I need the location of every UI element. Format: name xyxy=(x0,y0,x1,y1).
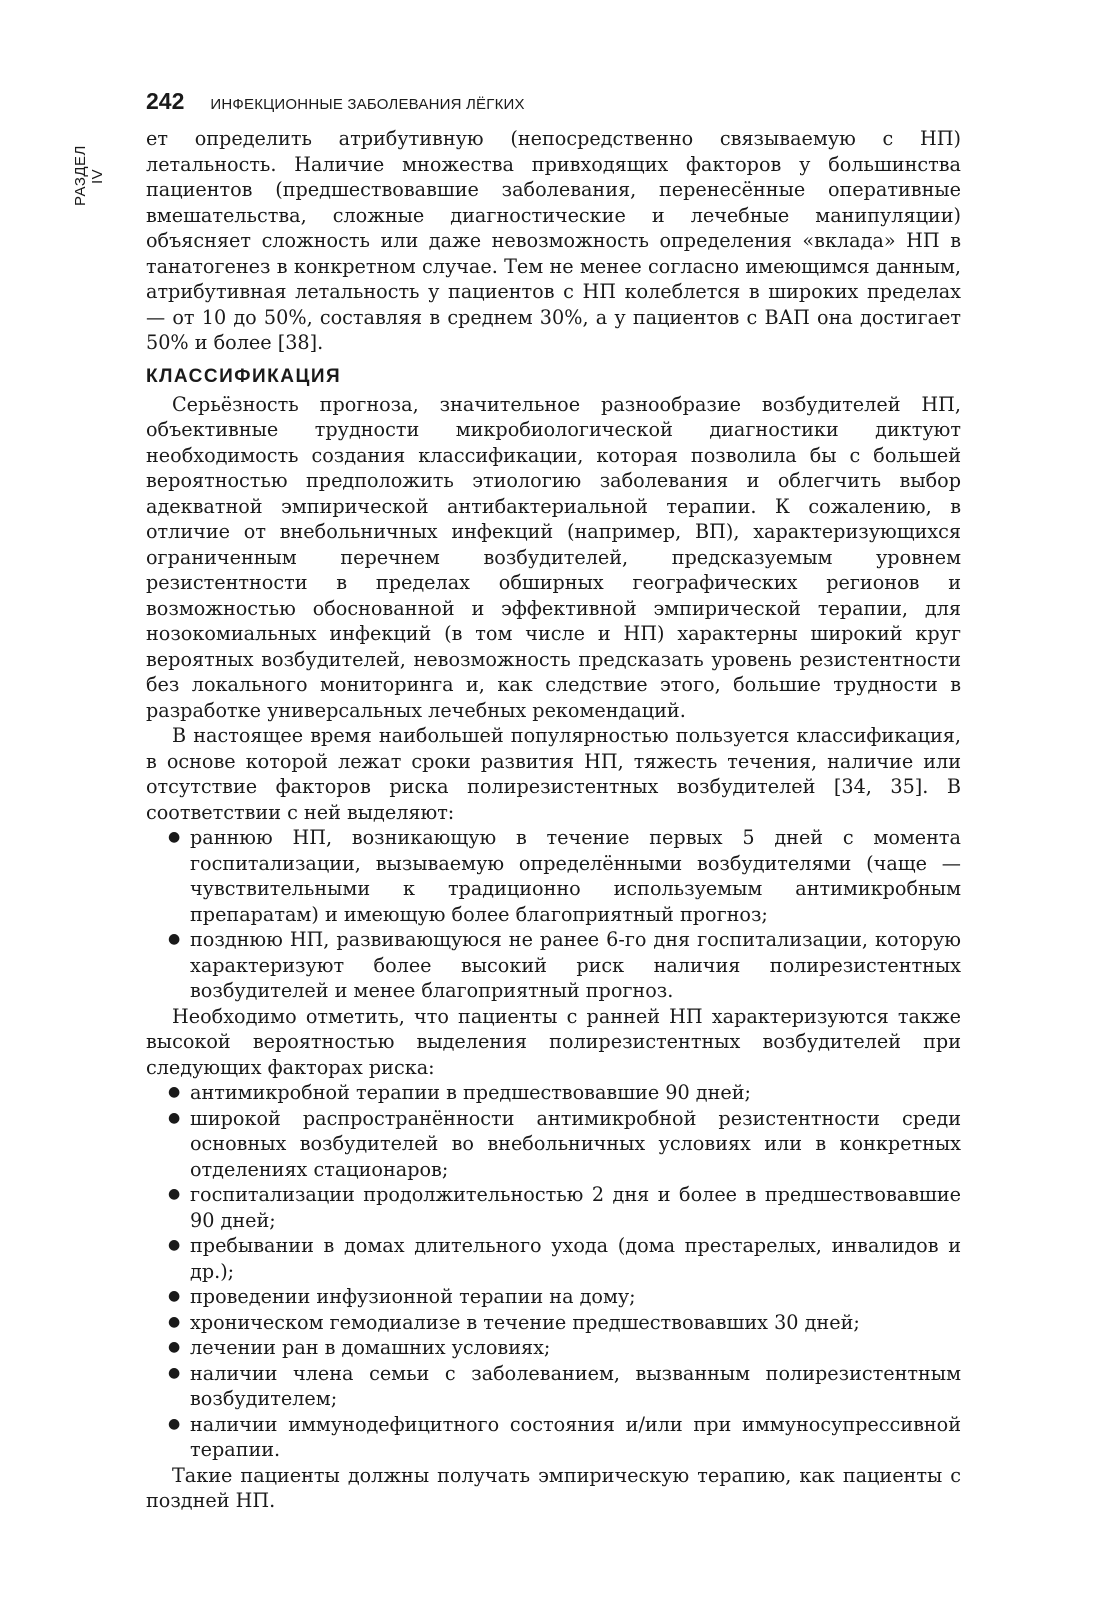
bullet-icon: ● xyxy=(168,1109,181,1126)
list-item-text: широкой распространённости антимикробной резистентности среди основных возбудителей во внебольничных условиях или в конкретных отделениях стационаров; xyxy=(190,1106,961,1181)
list-item-text: наличии члена семьи с заболеванием, вызванным полирезистентным возбудителем; xyxy=(190,1361,961,1410)
list-item xyxy=(146,927,961,1004)
section-heading: КЛАССИФИКАЦИЯ xyxy=(146,365,342,387)
bullet-icon: ● xyxy=(168,1237,181,1253)
list-item-text: госпитализации продолжительностью 2 дня и более в предшествовавшие 90 дней; xyxy=(190,1183,961,1232)
list-item xyxy=(146,1335,961,1361)
list-item xyxy=(146,1412,961,1463)
bullet-icon: ● xyxy=(168,1364,181,1381)
list-item-text: хроническом гемодиализе в течение предшествовавших 30 дней; xyxy=(190,1310,860,1334)
paragraph-classification-need: Серьёзность прогноза, значительное разнообразие возбудителей НП, объективные трудности микробиологической диагностики диктуют необходимость создания классификации, которая позволила бы с большей вероятностью предположить этиологию заболевания и облегчить выбор адекватной эмпирической антибактериальной терапии. К сожалению, в отличие от внебольничных инфекций (например, ВП), характеризующихся ограниченным перечнем возбудителей, предсказуемым уровнем резистентности в пределах обширных географических регионов и возможностью обоснованной и эффективной эмпирической терапии, для нозокомиальных инфекций (в том числе и НП) характерны широкий круг вероятных возбудителей, невозможность предсказать уровень резистентности без локального мониторинга и, как следствие этого, большие трудности в разработке универсальных лечебных рекомендаций. xyxy=(146,392,961,722)
list-item-text: позднюю НП, развивающуюся не ранее 6-го дня госпитализации, которую характеризуют более высокий риск наличия полирезистентных возбудителей и менее благоприятный прогноз. xyxy=(190,928,961,1002)
paragraph-conclusion: Такие пациенты должны получать эмпирическую терапию, как пациенты с поздней НП. xyxy=(146,1463,961,1512)
running-header xyxy=(146,88,525,116)
list-item xyxy=(146,1182,961,1233)
section-side-label: РАЗДЕЛ IV xyxy=(72,145,106,207)
list-item-text: лечении ран в домашних условиях; xyxy=(190,1336,551,1359)
bullet-icon: ● xyxy=(168,1313,181,1330)
bullet-icon: ● xyxy=(168,1288,181,1304)
list-item xyxy=(146,825,961,927)
list-item-text: наличии иммунодефицитного состояния и/или при иммуносупрессивной терапии. xyxy=(190,1412,961,1461)
list-item xyxy=(146,1310,961,1336)
bullet-icon: ● xyxy=(168,829,181,845)
paragraph-risk-factors-intro: Необходимо отметить, что пациенты с ранней НП характеризуются также высокой вероятностью выделения полирезистентных возбудителей при следующих факторах риска: xyxy=(146,1004,961,1079)
page-number: 242 xyxy=(146,88,185,114)
list-item xyxy=(146,1284,961,1310)
list-item xyxy=(146,1106,961,1183)
list-item-text: проведении инфузионной терапии на дому; xyxy=(190,1285,636,1308)
bullet-icon: ● xyxy=(168,1186,181,1202)
list-item xyxy=(146,1233,961,1284)
bullet-icon: ● xyxy=(168,1084,181,1100)
list-item xyxy=(146,1080,961,1106)
bullet-icon: ● xyxy=(168,1339,181,1355)
list-item-text: антимикробной терапии в предшествовавшие 90 дней; xyxy=(190,1081,752,1104)
bullet-icon: ● xyxy=(168,1415,181,1432)
list-item-text: пребывании в домах длительного ухода (дома престарелых, инвалидов и др.); xyxy=(190,1234,961,1283)
bullet-icon: ● xyxy=(168,931,181,947)
list-item-text: раннюю НП, возникающую в течение первых 5 дней с момента госпитализации, вызываемую определёнными возбудителями (чаще — чувствительными к традиционно используемым антимикробным препаратам) и имеющую более благоприятный прогноз; xyxy=(190,826,961,926)
paragraph-classification-basis: В настоящее время наибольшей популярностью пользуется классификация, в основе которой лежат сроки развития НП, тяжесть течения, наличие или отсутствие факторов риска полирезистентных возбудителей [34, 35]. В соответствии с ней выделяют: xyxy=(146,724,961,824)
page-body xyxy=(146,126,961,1514)
running-title: ИНФЕКЦИОННЫЕ ЗАБОЛЕВАНИЯ ЛЁГКИХ xyxy=(210,96,525,113)
risk-factors-list xyxy=(146,1080,961,1463)
np-types-list xyxy=(146,825,961,1004)
list-item xyxy=(146,1361,961,1412)
intro-paragraph: ет определить атрибутивную (непосредственно связываемую с НП) летальность. Наличие множества привходящих факторов у большинства пациентов (предшествовавшие заболевания, перенесённые оперативные вмешательства, сложные диагностические и лечебные манипуляции) объясняет сложность или даже невозможность определения «вклада» НП в танатогенез в конкретном случае. Тем не менее согласно имеющимся данным, атрибутивная летальность у пациентов с НП колеблется в широких пределах — от 10 до 50%, составляя в среднем 30%, а у пациентов с ВАП она достигает 50% и более [38]. xyxy=(146,127,961,354)
